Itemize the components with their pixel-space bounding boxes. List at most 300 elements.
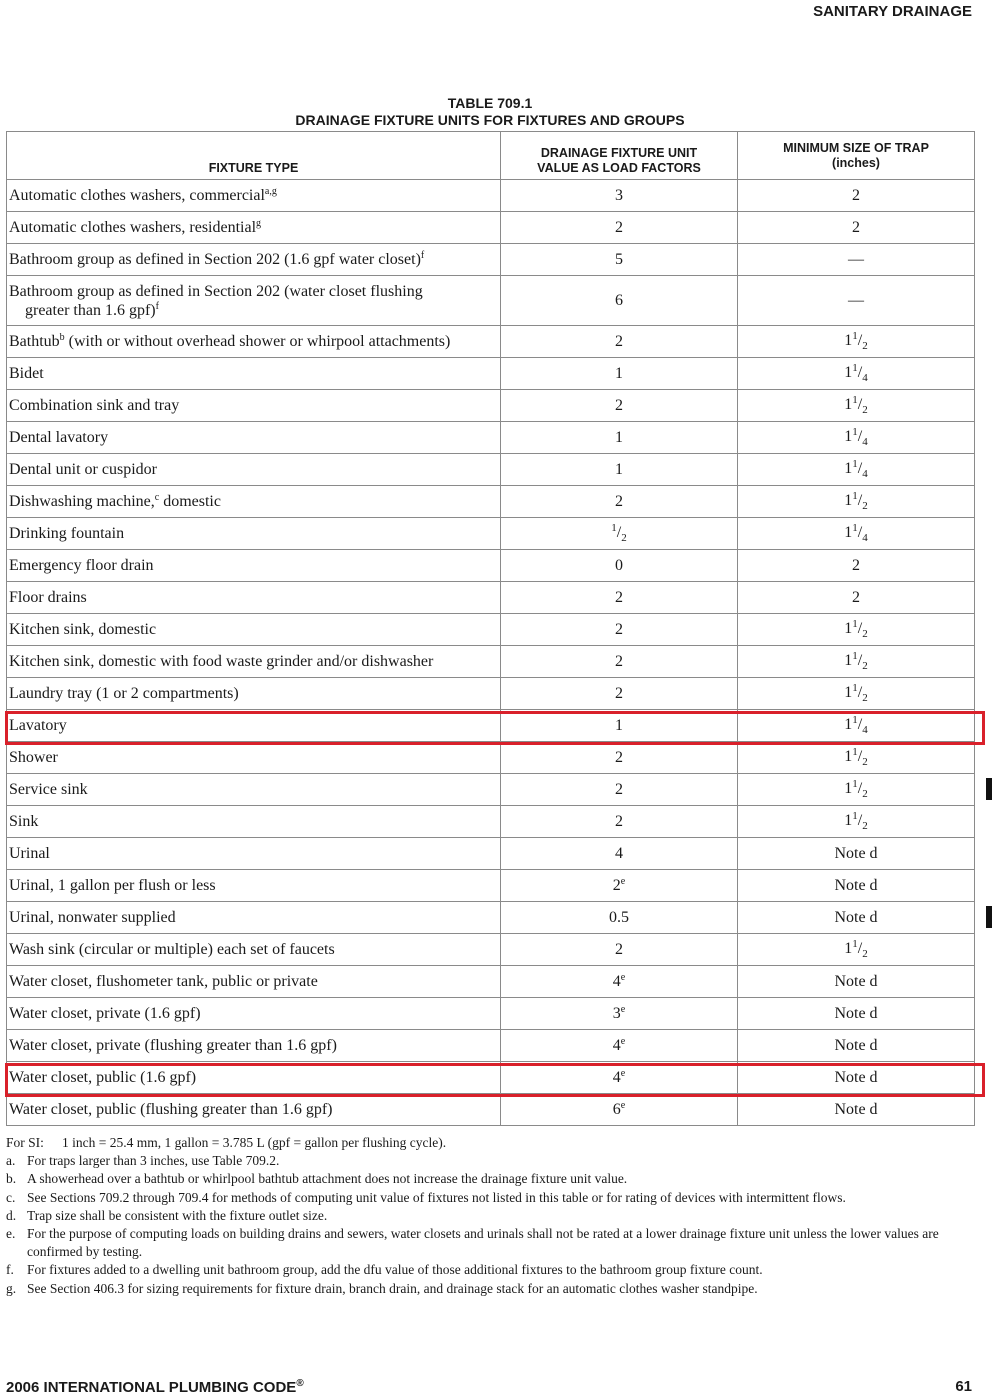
fixture-type-cell: [7, 678, 501, 710]
footnote-label: b.: [6, 1171, 17, 1187]
trap-size-cell: [738, 454, 975, 486]
dfu-value-cell: [501, 244, 738, 276]
footnote-text: A showerhead over a bathtub or whirlpool bathtub attachment does not increase the drainage fixture unit value.: [27, 1171, 628, 1187]
dfu-value: 2: [615, 493, 623, 510]
trap-size-value: —: [848, 251, 864, 268]
fraction-denominator: 2: [862, 692, 868, 704]
fixture-type-cell: [7, 1094, 501, 1126]
table-row: [7, 614, 975, 646]
mixed-fraction-value: [844, 682, 868, 704]
dfu-value: 2: [615, 813, 623, 830]
mixed-fraction-value: [844, 618, 868, 640]
footnote-reference: b: [59, 332, 65, 343]
table-row: [7, 902, 975, 934]
table-row: [7, 934, 975, 966]
dfu-value-cell: [501, 390, 738, 422]
dfu-value-cell: [501, 646, 738, 678]
fraction-slash: /: [857, 620, 863, 637]
dfu-value: 2: [615, 941, 623, 958]
dfu-value-cell: [501, 806, 738, 838]
table-row: [7, 358, 975, 390]
trap-size-value: Note d: [834, 1037, 878, 1054]
fixture-units-table: [6, 131, 975, 1126]
fraction-slash: /: [857, 428, 863, 445]
si-text: 1 inch = 25.4 mm, 1 gallon = 3.785 L (gpf = gallon per flushing cycle).: [62, 1135, 447, 1150]
dfu-value: 1: [615, 429, 623, 446]
trap-size-cell: [738, 276, 975, 326]
dfu-value-cell: [501, 276, 738, 326]
fraction-value: [611, 522, 627, 544]
fraction-whole: 1: [844, 716, 853, 733]
fixture-type-cell: [7, 326, 501, 358]
fixture-name-continued: greater than 1.6 gpf)$^f$: [25, 300, 159, 319]
trap-size-value: 2: [852, 557, 860, 574]
dfu-value: 1: [615, 365, 623, 382]
fraction-numerator: 1: [852, 650, 858, 662]
dfu-value: 0: [615, 557, 623, 574]
fraction-slash: /: [857, 748, 863, 765]
fraction-denominator: 2: [862, 756, 868, 768]
fixture-type-cell: [7, 518, 501, 550]
footnote-reference: e: [620, 1068, 626, 1079]
footnote: [6, 1207, 976, 1225]
dfu-value-cell: [501, 870, 738, 902]
footnote-reference: e: [620, 1004, 626, 1015]
fixture-type-cell: [7, 358, 501, 390]
fraction-whole: 1: [844, 780, 853, 797]
footnote: [6, 1189, 976, 1207]
footnote: [6, 1261, 976, 1279]
fixture-name: Wash sink (circular or multiple) each set of faucets: [9, 941, 335, 958]
fraction-denominator: 2: [862, 500, 868, 512]
fixture-type-cell: [7, 646, 501, 678]
dfu-value-cell: [501, 1094, 738, 1126]
fixture-name: Dental unit or cuspidor: [9, 461, 157, 478]
dfu-value-cell: [501, 966, 738, 998]
dfu-value-cell: [501, 678, 738, 710]
fraction-slash: /: [857, 364, 863, 381]
footnote-reference: f: [155, 300, 159, 312]
column-header-trap-line2: (inches): [832, 155, 880, 170]
fixture-name: Automatic clothes washers, commercial: [9, 187, 265, 204]
trap-size-cell: [738, 678, 975, 710]
fixture-name: Water closet, private (1.6 gpf): [9, 1005, 201, 1022]
fraction-whole: 1: [844, 428, 853, 445]
fraction-whole: 1: [844, 396, 853, 413]
footnote-text: Trap size shall be consistent with the fixture outlet size.: [27, 1207, 328, 1223]
fraction-numerator: 1: [852, 522, 858, 534]
trap-size-value: Note d: [834, 877, 878, 894]
mixed-fraction-value: [844, 650, 868, 672]
fraction-whole: 1: [844, 812, 853, 829]
table-row: [7, 212, 975, 244]
fixture-name: Dental lavatory: [9, 429, 109, 446]
footnote: [6, 1225, 976, 1261]
mixed-fraction-value: [844, 394, 868, 416]
fraction-slash: /: [857, 684, 863, 701]
fraction-denominator: 4: [862, 468, 868, 480]
fraction-denominator: 2: [862, 820, 868, 832]
footnote: [6, 1280, 976, 1298]
column-header-dfu: [501, 132, 738, 180]
fraction-denominator: 2: [862, 340, 868, 352]
fraction-numerator: 1: [852, 618, 858, 630]
footnote: [6, 1170, 976, 1188]
table-body: [7, 180, 975, 1126]
dfu-value: 2: [615, 621, 623, 638]
mixed-fraction-value: [844, 938, 868, 960]
table-row: [7, 244, 975, 276]
fraction-numerator: 1: [852, 330, 858, 342]
table-row: [7, 518, 975, 550]
dfu-value-cell: [501, 614, 738, 646]
fraction-slash: /: [857, 492, 863, 509]
fraction-whole: 1: [844, 748, 853, 765]
dfu-value-cell: [501, 212, 738, 244]
column-header-trap-line1: MINIMUM SIZE OF TRAP: [783, 140, 929, 155]
dfu-value-cell: [501, 550, 738, 582]
fixture-name: Lavatory: [9, 717, 67, 734]
table-row: [7, 486, 975, 518]
fixture-type-cell: [7, 1030, 501, 1062]
fraction-whole: 1: [844, 332, 853, 349]
dfu-value: 1: [615, 717, 623, 734]
column-header-dfu-line2: VALUE AS LOAD FACTORS: [537, 161, 701, 175]
footnote-label: d.: [6, 1207, 17, 1223]
highlight-box-water-closet-public: [5, 1063, 985, 1097]
dfu-value-cell: [501, 454, 738, 486]
fixture-name: Floor drains: [9, 589, 87, 606]
table-row: [7, 678, 975, 710]
fraction-numerator: 1: [852, 810, 858, 822]
trap-size-value: Note d: [834, 1101, 878, 1118]
footnote-reference: a,g: [264, 186, 277, 197]
fixture-name: Laundry tray (1 or 2 compartments): [9, 685, 239, 702]
trap-size-cell: [738, 806, 975, 838]
table-footnotes: [6, 1134, 976, 1298]
fixture-name: Urinal: [9, 845, 50, 862]
fixture-type-cell: [7, 614, 501, 646]
fraction-whole: 1: [844, 524, 853, 541]
trap-size-value: —: [848, 292, 864, 309]
fixture-name: Water closet, private (flushing greater than 1.6 gpf): [9, 1037, 337, 1054]
fixture-name: Water closet, public (flushing greater than 1.6 gpf): [9, 1101, 333, 1118]
fraction-numerator: 1: [852, 458, 858, 470]
fixture-name: Automatic clothes washers, residential: [9, 219, 257, 236]
registered-mark: ®: [296, 1378, 304, 1389]
trap-size-cell: [738, 902, 975, 934]
dfu-value-cell: [501, 838, 738, 870]
dfu-value-cell: [501, 998, 738, 1030]
fixture-name: Shower: [9, 749, 58, 766]
footnote-text: For traps larger than 3 inches, use Table 709.2.: [27, 1153, 280, 1169]
dfu-value: 2: [615, 749, 623, 766]
dfu-value: 2: [615, 781, 623, 798]
fraction-whole: 1: [844, 460, 853, 477]
trap-size-cell: [738, 244, 975, 276]
dfu-value: 2: [612, 877, 621, 894]
fraction-slash: /: [857, 812, 863, 829]
fixture-name: Kitchen sink, domestic: [9, 621, 157, 638]
table-row: [7, 180, 975, 212]
table-row: [7, 742, 975, 774]
trap-size-cell: [738, 934, 975, 966]
table-row: [7, 1030, 975, 1062]
footnote-reference: g: [256, 218, 262, 229]
trap-size-cell: [738, 518, 975, 550]
fraction-numerator: 1: [852, 426, 858, 438]
fraction-slash: /: [857, 940, 863, 957]
fraction-slash: /: [857, 396, 863, 413]
fixture-name: Urinal, 1 gallon per flush or less: [9, 877, 216, 894]
footnote-reference: f: [420, 250, 425, 261]
dfu-value-cell: [501, 1030, 738, 1062]
column-header-fixture-type: [7, 132, 501, 180]
fixture-name: Kitchen sink, domestic with food waste grinder and/or dishwasher: [9, 653, 434, 670]
table-row: [7, 774, 975, 806]
fraction-whole: 1: [844, 684, 853, 701]
fixture-name: Drinking fountain: [9, 525, 125, 542]
table-row: [7, 646, 975, 678]
fraction-whole: 1: [844, 492, 853, 509]
trap-size-value: 2: [852, 219, 860, 236]
fixture-name: Water closet, public (1.6 gpf): [9, 1069, 197, 1086]
mixed-fraction-value: [844, 522, 868, 544]
trap-size-cell: [738, 838, 975, 870]
fixture-name: Dishwashing machine,: [9, 493, 155, 510]
fraction-whole: 1: [844, 652, 853, 669]
page-number: 61: [955, 1378, 972, 1395]
fraction-slash: /: [857, 332, 863, 349]
trap-size-value: 2: [852, 187, 860, 204]
dfu-value: 4: [615, 845, 623, 862]
fixture-name: Sink: [9, 813, 39, 830]
mixed-fraction-value: [844, 746, 868, 768]
si-label: For SI:: [6, 1135, 44, 1150]
fraction-numerator: 1: [852, 778, 858, 790]
fraction-whole: 1: [844, 364, 853, 381]
table-row: [7, 838, 975, 870]
fixture-type-cell: [7, 276, 501, 326]
fixture-type-cell: [7, 742, 501, 774]
fixture-name: Combination sink and tray: [9, 397, 180, 414]
dfu-value: 2: [615, 333, 623, 350]
trap-size-cell: [738, 774, 975, 806]
fixture-type-cell: [7, 550, 501, 582]
trap-size-value: Note d: [834, 973, 878, 990]
fraction-slash: /: [857, 652, 863, 669]
dfu-value: 6: [612, 1101, 621, 1118]
highlight-box-lavatory: [5, 711, 985, 745]
fixture-name: Emergency floor drain: [9, 557, 154, 574]
table-row: [7, 998, 975, 1030]
trap-size-value: Note d: [834, 1005, 878, 1022]
fraction-numerator: 1: [852, 490, 858, 502]
table-title: [0, 95, 980, 129]
fraction-denominator: 4: [862, 532, 868, 544]
footnote-text: See Sections 709.2 through 709.4 for methods of computing unit value of fixtures not listed in this table or for rating of devices with intermittent flows.: [27, 1189, 846, 1205]
table-row: [7, 326, 975, 358]
footnote-label: f.: [6, 1262, 14, 1278]
trap-size-value: Note d: [834, 909, 878, 926]
table-caption: DRAINAGE FIXTURE UNITS FOR FIXTURES AND GROUPS: [295, 112, 685, 128]
dfu-value-cell: [501, 358, 738, 390]
fixture-name-suffix: domestic: [159, 493, 221, 510]
dfu-value: 2: [615, 219, 623, 236]
trap-size-cell: [738, 966, 975, 998]
dfu-value-cell: [501, 582, 738, 614]
fraction-slash: /: [857, 524, 863, 541]
fixture-type-cell: [7, 838, 501, 870]
fraction-slash: /: [857, 780, 863, 797]
fixture-type-cell: [7, 806, 501, 838]
trap-size-cell: [738, 870, 975, 902]
fixture-type-cell: [7, 390, 501, 422]
footnote-list: [6, 1152, 976, 1298]
table-row: [7, 276, 975, 326]
trap-size-cell: [738, 358, 975, 390]
trap-size-cell: [738, 550, 975, 582]
fixture-name-suffix: (with or without overhead shower or whirpool attachments): [64, 333, 451, 350]
fixture-type-cell: [7, 870, 501, 902]
fixture-type-cell: [7, 774, 501, 806]
fraction-numerator: 1: [852, 682, 858, 694]
footnote-text: For fixtures added to a dwelling unit bathroom group, add the dfu value of those additional fixtures to the bathroom group fixture count.: [27, 1262, 763, 1278]
trap-size-cell: [738, 998, 975, 1030]
table-row: [7, 1094, 975, 1126]
footnote: [6, 1152, 976, 1170]
table-row: [7, 390, 975, 422]
fraction-numerator: 1: [852, 362, 858, 374]
trap-size-cell: [738, 486, 975, 518]
footnote-label: e.: [6, 1226, 16, 1242]
fraction-denominator: 2: [862, 948, 868, 960]
mixed-fraction-value: [844, 490, 868, 512]
fraction-numerator: 1: [852, 746, 858, 758]
dfu-value: 3: [612, 1005, 621, 1022]
mixed-fraction-value: [844, 362, 868, 384]
dfu-value-cell: [501, 742, 738, 774]
footnote-label: g.: [6, 1280, 17, 1296]
fixture-type-cell: [7, 454, 501, 486]
mixed-fraction-value: [844, 330, 868, 352]
mixed-fraction-value: [844, 810, 868, 832]
footnote-reference: c: [154, 492, 160, 503]
column-header-fixture-label: FIXTURE TYPE: [208, 161, 299, 175]
dfu-value: 3: [615, 187, 623, 204]
dfu-value: 0.5: [609, 909, 629, 926]
trap-size-cell: [738, 390, 975, 422]
fraction-denominator: 4: [862, 724, 868, 736]
dfu-value: 5: [615, 251, 623, 268]
change-bar: [986, 778, 992, 800]
fraction-slash: /: [616, 524, 622, 541]
table-row: [7, 550, 975, 582]
fixture-name: Urinal, nonwater supplied: [9, 909, 176, 926]
fraction-denominator: 4: [862, 436, 868, 448]
fraction-denominator: 2: [621, 532, 627, 544]
column-header-trap-size: [738, 132, 975, 180]
fixture-name: Bathtub: [9, 333, 60, 350]
dfu-value: 4: [612, 1069, 621, 1086]
fixture-type-cell: [7, 966, 501, 998]
dfu-value-cell: [501, 486, 738, 518]
fixture-type-cell: [7, 582, 501, 614]
table-number: TABLE 709.1: [447, 95, 533, 111]
table-header-row: [7, 132, 975, 180]
dfu-value: 4: [612, 973, 621, 990]
fixture-type-cell: [7, 244, 501, 276]
footnote-label: a.: [6, 1153, 16, 1169]
fixture-name: Bathroom group as defined in Section 202 (water closet flushing: [9, 282, 423, 300]
fraction-denominator: 2: [862, 788, 868, 800]
dfu-value-cell: [501, 326, 738, 358]
trap-size-value: Note d: [834, 845, 878, 862]
dfu-value: 2: [615, 397, 623, 414]
table-row: [7, 422, 975, 454]
trap-size-cell: [738, 180, 975, 212]
fixture-type-cell: [7, 998, 501, 1030]
column-header-dfu-line1: DRAINAGE FIXTURE UNIT: [540, 146, 698, 160]
table-row: [7, 966, 975, 998]
trap-size-cell: [738, 614, 975, 646]
fraction-denominator: 4: [862, 372, 868, 384]
fraction-numerator: 1: [852, 938, 858, 950]
footer-title-text: 2006 INTERNATIONAL PLUMBING CODE: [6, 1379, 297, 1396]
fixture-type-cell: [7, 934, 501, 966]
fraction-denominator: 2: [862, 660, 868, 672]
fraction-whole: 1: [844, 940, 853, 957]
table-row: [7, 870, 975, 902]
dfu-value: 1: [615, 461, 623, 478]
fraction-denominator: 2: [862, 404, 868, 416]
fixture-type-cell: [7, 180, 501, 212]
dfu-value-cell: [501, 518, 738, 550]
fixture-name: Bathroom group as defined in Section 202 (1.6 gpf water closet): [9, 251, 421, 268]
dfu-value: 6: [615, 292, 623, 309]
si-conversion-note: [6, 1134, 976, 1152]
footnote-reference: e: [620, 1100, 626, 1111]
footnote-reference: e: [620, 972, 626, 983]
mixed-fraction-value: [844, 458, 868, 480]
trap-size-cell: [738, 1094, 975, 1126]
dfu-value: 2: [615, 653, 623, 670]
fixture-type-cell: [7, 486, 501, 518]
mixed-fraction-value: [844, 778, 868, 800]
dfu-value-cell: [501, 934, 738, 966]
footnote-text: For the purpose of computing loads on building drains and sewers, water closets and urinals shall not be rated at a lower drainage fixture unit unless the lower values are confirmed by testing.: [27, 1226, 939, 1260]
trap-size-cell: [738, 326, 975, 358]
trap-size-value: Note d: [834, 1069, 878, 1086]
dfu-value: 2: [615, 685, 623, 702]
trap-size-cell: [738, 742, 975, 774]
dfu-value: 4: [612, 1037, 621, 1054]
fixture-type-cell: [7, 422, 501, 454]
running-head: SANITARY DRAINAGE: [813, 3, 972, 20]
table-row: [7, 582, 975, 614]
dfu-value-cell: [501, 180, 738, 212]
fraction-denominator: 2: [862, 628, 868, 640]
mixed-fraction-value: [844, 426, 868, 448]
change-bar: [986, 906, 992, 928]
dfu-value-cell: [501, 774, 738, 806]
table-row: [7, 454, 975, 486]
footnote-label: c.: [6, 1189, 16, 1205]
fraction-slash: /: [857, 716, 863, 733]
footnote-reference: e: [620, 1036, 626, 1047]
footer-title: [6, 1378, 304, 1396]
trap-size-cell: [738, 582, 975, 614]
